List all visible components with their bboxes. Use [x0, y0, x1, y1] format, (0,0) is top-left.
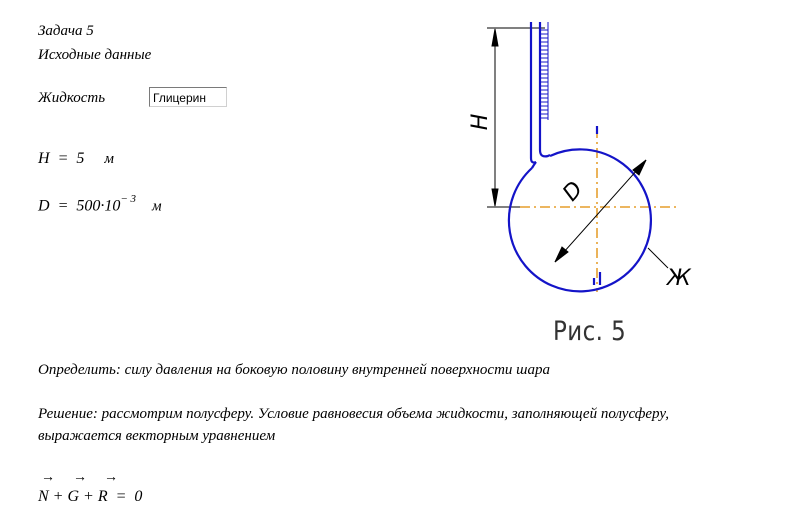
param-h-unit: м [104, 151, 114, 167]
vector-arrow-n: → [41, 470, 55, 485]
tube-scale [540, 22, 548, 120]
task-title: Задача 5 [38, 23, 94, 39]
vector-arrow-g: → [73, 470, 87, 485]
task-subtitle: Исходные данные [38, 47, 152, 63]
param-h-value: 5 [76, 150, 85, 167]
determine-text: Определить: силу давления на боковую половину внутренней поверхности шара [38, 362, 550, 378]
param-d-eq: = [57, 197, 69, 215]
param-d-exponent: − 3 [120, 193, 137, 205]
vector-arrow-r: → [104, 470, 118, 485]
solution-line-1: Решение: рассмотрим полусферу. Условие равновесия объема жидкости, заполняющей полусферу, [38, 406, 670, 422]
fluid-field[interactable]: Глицерин [149, 87, 227, 107]
dimension-h [487, 28, 545, 207]
dimension-d [555, 160, 646, 262]
solution-line-2: выражается векторным уравнением [38, 428, 276, 444]
label-d: D [558, 176, 589, 207]
label-h: H [468, 113, 493, 131]
vector-equation: N + G + R = 0 [38, 488, 143, 505]
param-d-symbol: D [38, 197, 50, 215]
param-d-unit: м [152, 198, 162, 215]
leader-zh [648, 248, 668, 268]
param-d-value: 500·10 [76, 197, 121, 215]
vessel-outline [509, 22, 651, 291]
param-h-symbol: H [38, 150, 50, 167]
label-zh: Ж [667, 266, 691, 291]
fluid-label: Жидкость [38, 90, 106, 106]
figure-caption: Рис. 5 [553, 316, 627, 347]
param-h-eq: = [57, 150, 69, 167]
